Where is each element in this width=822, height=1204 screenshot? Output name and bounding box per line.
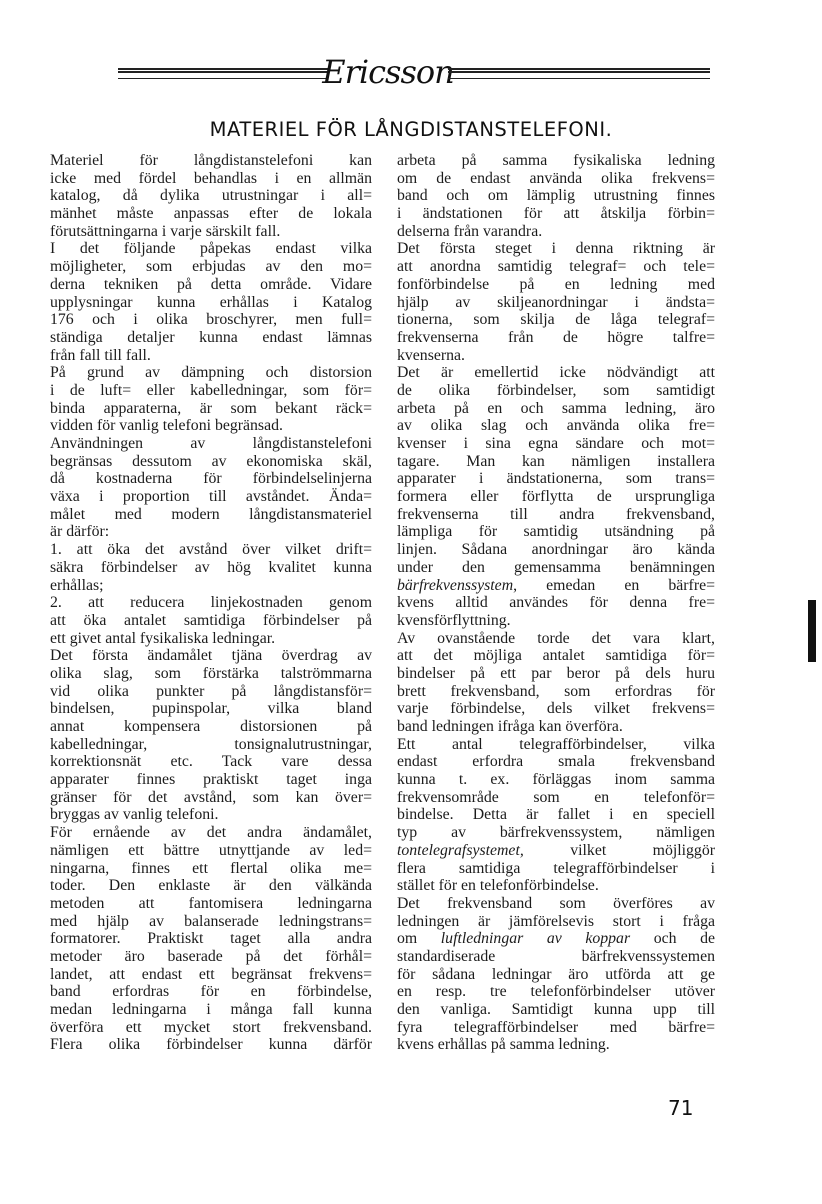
text-line: derna tekniken på detta område. Vidare [50, 275, 372, 293]
text-line: vid olika punkter på långdistansför= [50, 682, 372, 700]
text-line: kvenserna. [397, 346, 465, 364]
text-line: från fall till fall. [50, 346, 151, 364]
text-line: målet med modern långdistansmateriel [50, 505, 372, 523]
text-line: delserna från varandra. [397, 222, 543, 240]
text-line: bindelse. Detta är fallet i en speciell [397, 806, 715, 824]
text-line: brett frekvensband, som erfordras för [397, 682, 715, 700]
text-line: nämligen ett bättre utnyttjande av led= [50, 841, 372, 859]
text-line: band erfordras för en förbindelse, [50, 983, 372, 1001]
text-line: Materiel för långdistanstelefoni kan [50, 152, 372, 169]
text-line: en resp. tre telefonförbindelser utöver [397, 983, 715, 1001]
text-line: är därför: [50, 523, 110, 541]
text-line: lämpliga för samtidig utsändning på [397, 523, 715, 541]
logo-wordmark: Ericsson [322, 53, 454, 91]
text-line: toder. Den enklaste är den välkända [50, 877, 372, 895]
text-line: ständiga detaljer kunna endast lämnas [50, 328, 372, 346]
text-line: möjligheter, som erbjudas av den mo= [50, 258, 372, 276]
masthead [118, 48, 710, 96]
text-line: vidden för vanlig telefoni begränsad. [50, 417, 283, 435]
text-line: korrektionsnät etc. Tack vare dessa [50, 753, 372, 771]
text-line: metoden att fantomisera ledningarna [50, 894, 372, 912]
masthead-rule-right-thin [448, 78, 710, 79]
text-line: av olika slag och använda olika fre= [397, 417, 715, 435]
text-line: olika slag, som förstärka talströmmarna [50, 664, 372, 682]
text-line: 2. att reducera linjekostnaden genom [50, 594, 372, 612]
text-line: standardiserade bärfrekvenssystemen [397, 947, 715, 965]
text-line: fonförbindelse på en ledning med [397, 275, 715, 293]
text-line: frekvensområde som en telefonför= [397, 788, 715, 806]
text-line: I det följande påpekas endast vilka [50, 240, 372, 258]
margin-mark [808, 600, 816, 662]
text-line: begränsas dessutom av ekonomiska skäl, [50, 452, 372, 470]
text-line: bryggas av vanlig telefoni. [50, 806, 219, 824]
text-line: säkra förbindelser av hög kvalitet kunna [50, 558, 372, 576]
text-line: Av ovanstående torde det vara klart, [397, 629, 715, 647]
text-column-right [397, 152, 715, 1054]
text-column-left [50, 152, 372, 1054]
text-line: den vanliga. Samtidigt kunna upp till [397, 1001, 715, 1018]
text-line: typ av bärfrekvenssystem, nämligen [397, 824, 715, 842]
text-line: ningarna, finnes ett flertal olika me= [50, 859, 372, 877]
text-line: arbeta på en och samma ledning, äro [397, 399, 715, 417]
text-line: gränser för det avstånd, som kan över= [50, 788, 372, 806]
masthead-rule-left [118, 68, 328, 73]
text-line: erhållas; [50, 576, 104, 594]
text-line: medan ledningarna i många fall kunna [50, 1001, 372, 1018]
text-line: i ändstationen för att åtskilja förbin= [397, 205, 715, 223]
text-line: fyra telegrafförbindelser med bärfre= [397, 1018, 715, 1036]
text-line: bindelser på ett par beror på dels huru [397, 664, 715, 682]
text-line: katalog, då dylika utrustningar i all= [50, 187, 372, 205]
text-line: upplysningar kunna erhållas i Katalog [50, 293, 372, 311]
text-line: frekvenserna från de högre talfre= [397, 328, 715, 346]
text-line: de olika förbindelser, som samtidigt [397, 381, 715, 399]
text-line: binda apparaterna, är som bekant räck= [50, 399, 372, 417]
text-line: Flera olika förbindelser kunna därför [50, 1036, 372, 1054]
text-line: hjälp av skiljeanordningar i ändsta= [397, 293, 715, 311]
text-line: tagare. Man kan nämligen installera [397, 452, 715, 470]
text-line: växa i proportion till avståndet. Ända= [50, 488, 372, 506]
text-line: Ett antal telegrafförbindelser, vilka [397, 735, 715, 753]
text-line: att öka antalet samtidiga förbindelser på [50, 611, 372, 629]
text-line: mänhet måste anpassas efter de lokala [50, 205, 372, 223]
text-line: ledningen är jämförelsevis stort i fråga [397, 912, 715, 930]
text-line: Det första steget i denna riktning är [397, 240, 715, 258]
page-number: 71 [668, 1096, 694, 1120]
text-line: för sådana ledningar äro utförda att ge [397, 965, 715, 983]
text-line: metoder äro baserade på det förhål= [50, 947, 372, 965]
text-line: tionerna, som skilja de låga telegraf= [397, 311, 715, 329]
text-line: stället för en telefonförbindelse. [397, 877, 599, 895]
text-line: band ledningen ifråga kan överföra. [397, 718, 623, 735]
text-line: om luftledningar av koppar och de [397, 930, 715, 948]
text-line: kunna t. ex. förläggas inom samma [397, 771, 715, 789]
text-line: endast erfordra smala frekvensband [397, 753, 715, 771]
text-line: tontelegrafsystemet, vilket möjliggör [397, 841, 715, 859]
masthead-rule-left-thin [118, 78, 328, 79]
text-line: om de endast använda olika frekvens= [397, 169, 715, 187]
text-line: arbeta på samma fysikaliska ledning [397, 152, 715, 169]
text-line: apparater finnes praktiskt taget inga [50, 771, 372, 789]
text-line: band och om lämplig utrustning finnes [397, 187, 715, 205]
text-line: 1. att öka det avstånd över vilket drift= [50, 541, 372, 559]
text-line: bärfrekvenssystem, emedan en bärfre= [397, 576, 715, 594]
text-line: Det första ändamålet tjäna överdrag av [50, 647, 372, 665]
text-line: då kostnaderna för förbindelselinjerna [50, 470, 372, 488]
text-line: flera samtidiga telegrafförbindelser i [397, 859, 715, 877]
text-line: att anordna samtidig telegraf= och tele= [397, 258, 715, 276]
text-line: 176 och i olika broschyrer, men full= [50, 311, 372, 329]
text-line: Det är emellertid icke nödvändigt att [397, 364, 715, 382]
text-line: att det möjliga antalet samtidiga för= [397, 647, 715, 665]
text-line: kvensförflyttning. [397, 611, 511, 629]
text-line: På grund av dämpning och distorsion [50, 364, 372, 382]
text-line: landet, att endast ett begränsat frekvens= [50, 965, 372, 983]
text-line: kvenser i sina egna sändare och mot= [397, 435, 715, 452]
text-line: apparater i ändstationerna, som trans= [397, 470, 715, 488]
text-line: icke med fördel behandlas i en allmän [50, 169, 372, 187]
text-line: annat kompensera distorsionen på [50, 718, 372, 735]
text-line: kvens erhållas på samma ledning. [397, 1036, 610, 1054]
ericsson-logo [322, 48, 454, 96]
text-line: linjen. Sådana anordningar äro kända [397, 541, 715, 559]
text-line: i de luft= eller kabelledningar, som för= [50, 381, 372, 399]
text-line: under den gemensamma benämningen [397, 558, 715, 576]
text-line: med hjälp av balanserade ledningstrans= [50, 912, 372, 930]
text-line: bindelsen, pupinspolar, vilka bland [50, 700, 372, 718]
text-line: formera eller förflytta de ursprungliga [397, 488, 715, 506]
text-line: förutsättningarna i varje särskilt fall. [50, 222, 281, 240]
masthead-rule-right [448, 68, 710, 73]
text-line: kabelledningar, tonsignalutrustningar, [50, 735, 372, 753]
text-line: För ernående av det andra ändamålet, [50, 824, 372, 842]
text-line: kvens alltid användes för denna fre= [397, 594, 715, 612]
text-line: formatorer. Praktiskt taget alla andra [50, 930, 372, 948]
text-line: Det frekvensband som överföres av [397, 894, 715, 912]
text-line: frekvenserna till andra frekvensband, [397, 505, 715, 523]
text-line: varje förbindelse, dels vilket frekvens= [397, 700, 715, 718]
text-line: Användningen av långdistanstelefoni [50, 435, 372, 452]
article-title: MATERIEL FÖR LÅNGDISTANSTELEFONI. [209, 118, 613, 141]
text-line: ett givet antal fysikaliska ledningar. [50, 629, 276, 647]
text-line: överföra ett mycket stort frekvensband. [50, 1018, 372, 1036]
